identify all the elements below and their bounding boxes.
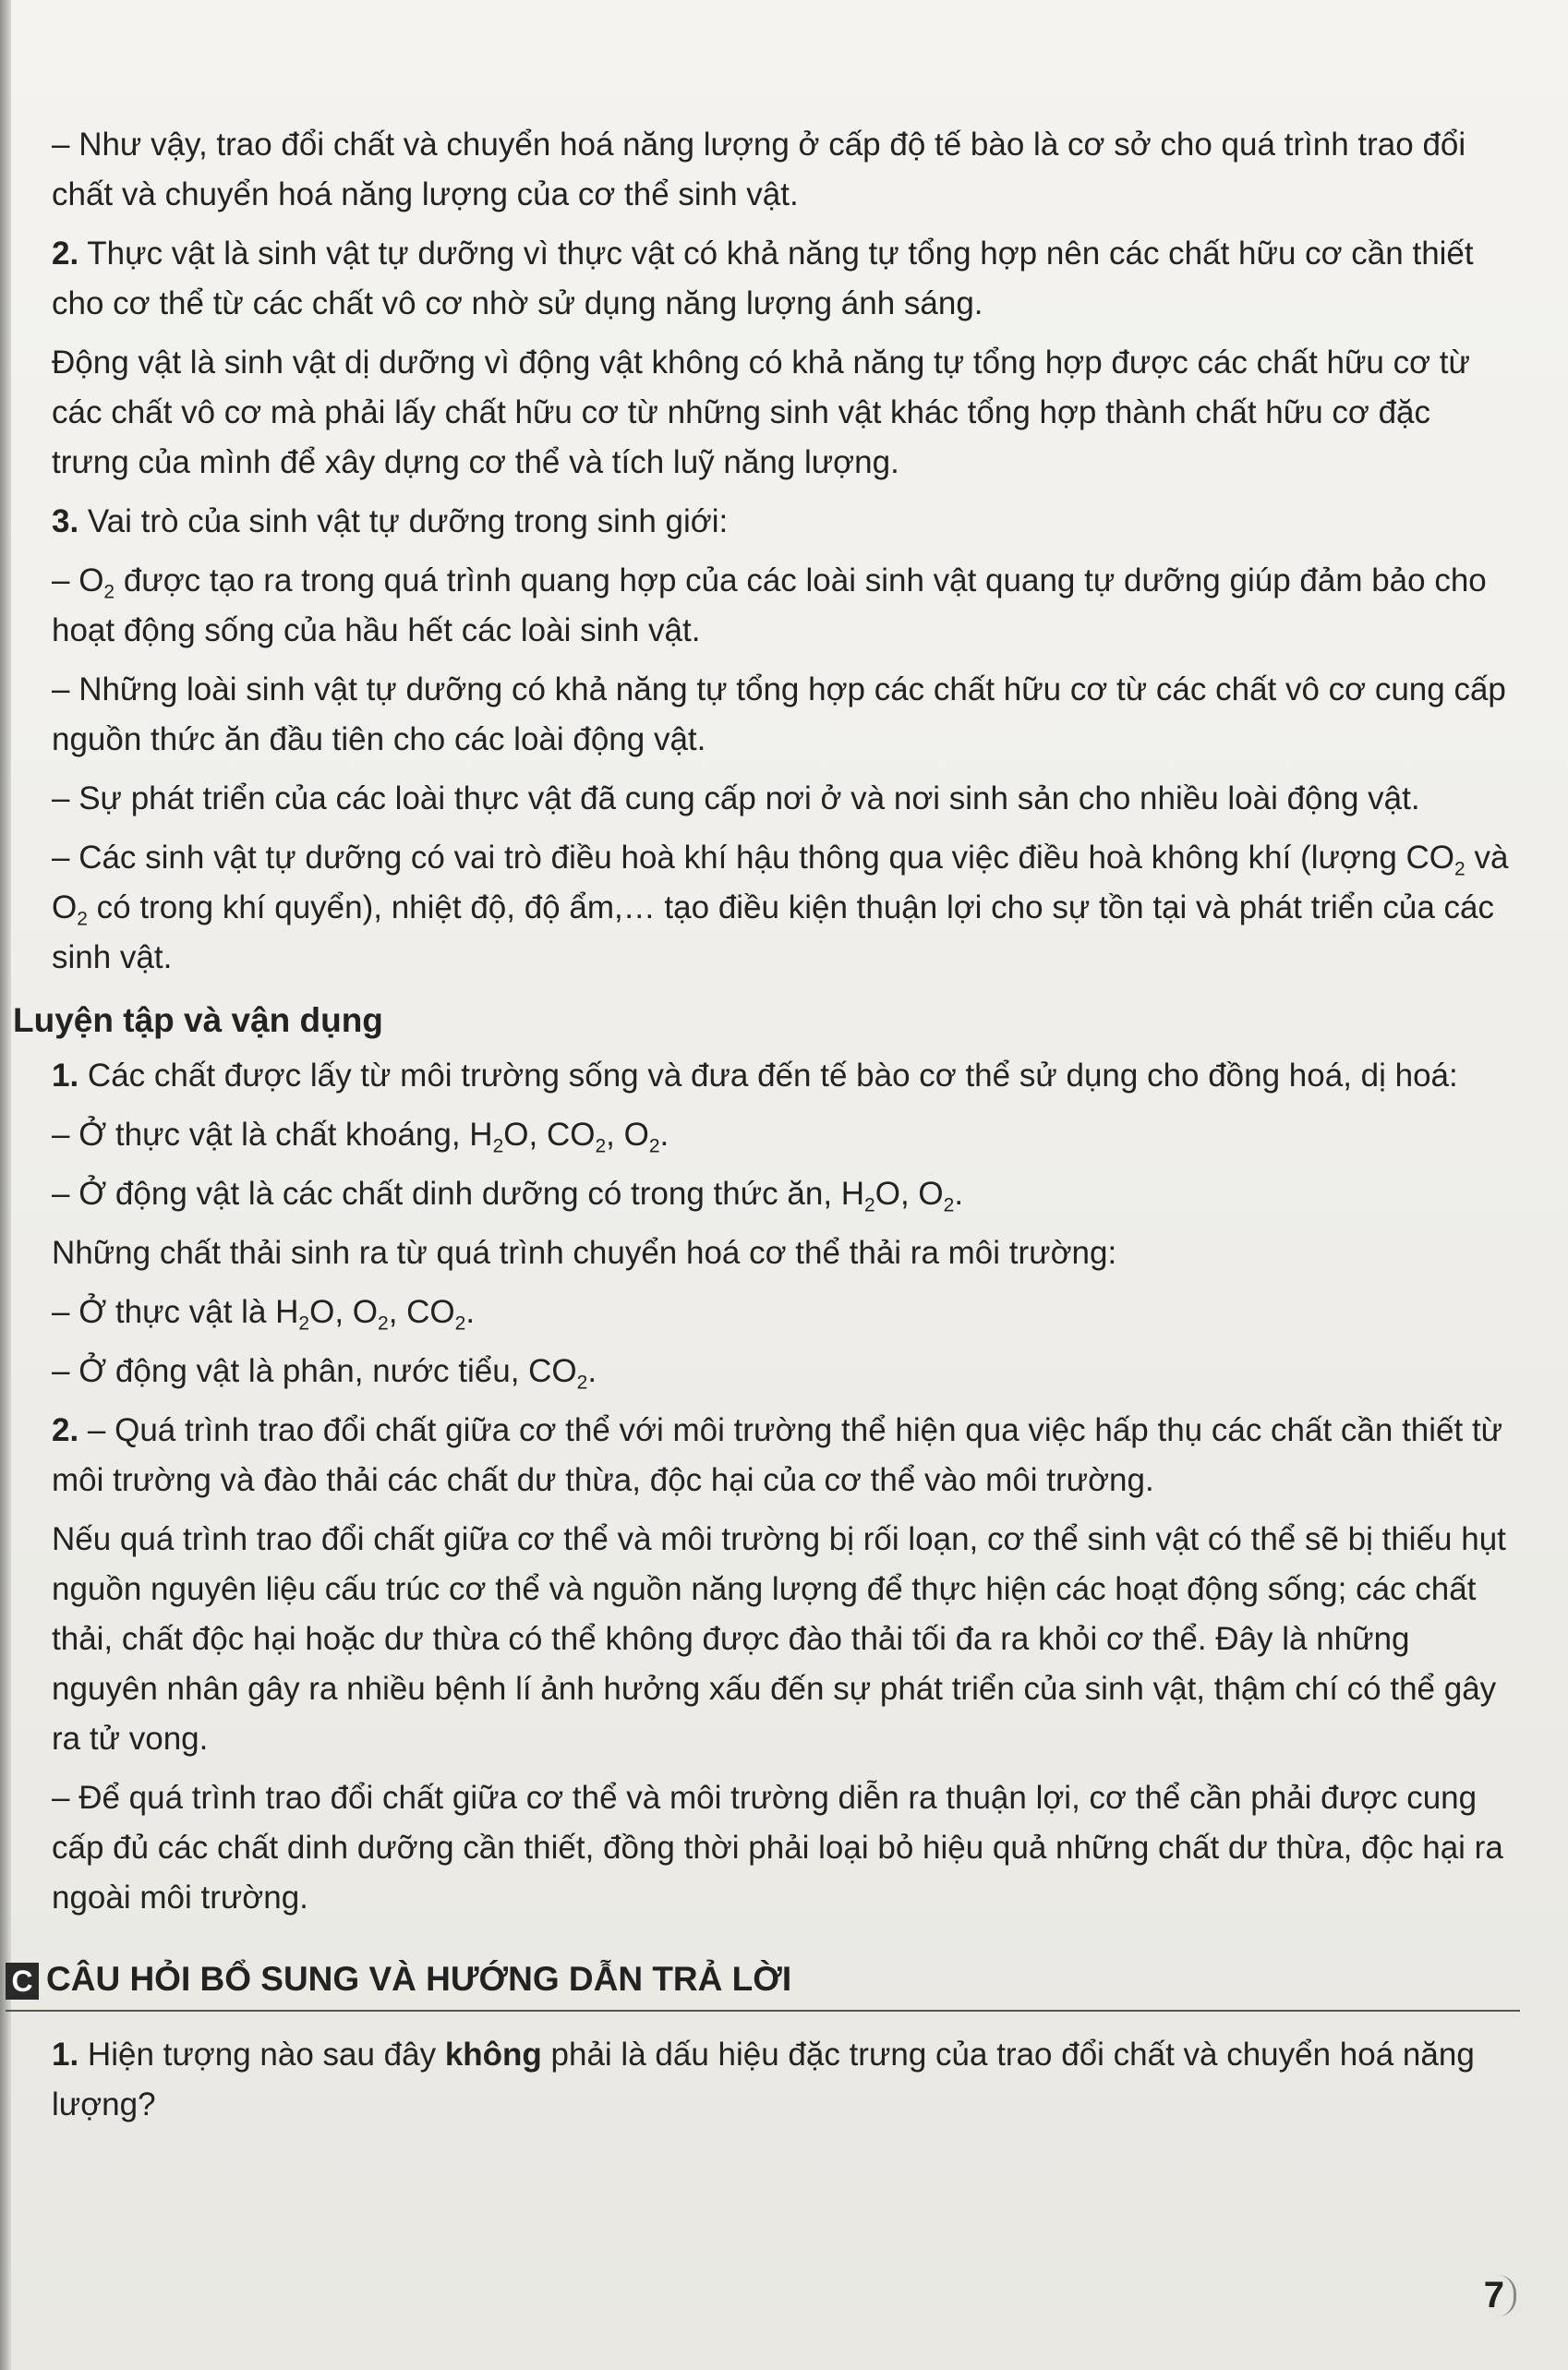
item-number: 2. — [52, 1412, 79, 1448]
practice-q1-animal — [52, 1169, 1511, 1219]
subscript: 2 — [378, 1312, 389, 1335]
section-badge: C — [6, 1963, 39, 2000]
subscript: 2 — [595, 1135, 607, 1157]
subscript: 2 — [576, 1372, 588, 1394]
section-title-practice: Luyện tập và vận dụng — [13, 1001, 383, 1039]
text-segment: – Các sinh vật tự dưỡng có vai trò điều hoà khí hậu thông qua việc điều hoà không khí (lượng CO — [52, 840, 1455, 876]
practice-q2-favorable: – Để quá trình trao đổi chất giữa cơ thể và môi trường diễn ra thuận lợi, cơ thể cần phải được cung cấp đủ các chất dinh dưỡng cần thiết, đồng thời phải loại bỏ hiệu quả những chất dư thừa, độc hại ra ngoài môi trường. — [52, 1780, 1503, 1916]
text-segment: O, CO — [503, 1117, 596, 1153]
paragraph-autotroph — [52, 229, 1511, 329]
page-content — [11, 120, 1511, 2139]
text-segment: có trong khí quyển), nhiệt độ, độ ẩm,… tạo điều kiện thuận lợi cho sự tồn tại và phát triển của các sinh vật. — [52, 889, 1495, 975]
text-segment: – Ở thực vật là H — [52, 1294, 299, 1330]
paragraph-text: Vai trò của sinh vật tự dưỡng trong sinh giới: — [78, 503, 729, 539]
subscript: 2 — [864, 1194, 875, 1216]
text-segment: – Ở thực vật là chất khoáng, H — [52, 1117, 493, 1153]
text-segment: – O — [52, 562, 104, 599]
subscript: 2 — [492, 1135, 504, 1157]
text-segment: và O — [52, 840, 1509, 925]
practice-q1-waste-animal — [52, 1347, 1511, 1397]
item-number: 1. — [52, 1058, 79, 1094]
text-segment: . — [954, 1176, 964, 1212]
paragraph-conclusion: – Như vậy, trao đổi chất và chuyển hoá năng lượng ở cấp độ tế bào là cơ sở cho quá trình trao đổi chất và chuyển hoá năng lượng của cơ thể sinh vật. — [52, 127, 1466, 212]
subscript: 2 — [1454, 858, 1465, 880]
subscript: 2 — [943, 1194, 955, 1216]
subscript: 2 — [648, 1135, 660, 1157]
paragraph-heterotroph: Động vật là sinh vật dị dưỡng vì động vật không có khả năng tự tổng hợp được các chất hữu cơ từ các chất vô cơ mà phải lấy chất hữu cơ từ những sinh vật khác tổng hợp thành chất hữu cơ đặc trưng của mình để xây dựng cơ thể và tích luỹ năng lượng. — [52, 345, 1470, 480]
text-segment: được tạo ra trong quá trình quang hợp của các loài sinh vật quang tự dưỡng giúp đảm bảo cho hoạt động sống của hầu hết các loài sinh vật. — [52, 562, 1487, 648]
practice-q1 — [52, 1051, 1511, 1101]
text-segment: . — [587, 1353, 597, 1389]
emphasis-text: không — [444, 2037, 542, 2073]
text-segment: , O — [606, 1117, 649, 1153]
subscript: 2 — [298, 1312, 310, 1335]
text-segment: . — [659, 1117, 669, 1153]
page-number: 7 — [1484, 2275, 1516, 2316]
item-number: 3. — [52, 503, 79, 539]
text-segment: – Ở động vật là các chất dinh dưỡng có trong thức ăn, H — [52, 1176, 865, 1212]
paragraph-oxygen — [52, 556, 1511, 656]
text-segment: . — [465, 1294, 476, 1330]
text-segment: O, O — [309, 1294, 379, 1330]
paragraph-text: Thực vật là sinh vật tự dưỡng vì thực vật có khả năng tự tổng hợp nên các chất hữu cơ cần thiết cho cơ thể từ các chất vô cơ nhờ sử dụng năng lượng ánh sáng. — [52, 236, 1474, 321]
paragraph-role-heading — [52, 497, 1511, 547]
supplementary-q1 — [52, 2030, 1511, 2130]
text-segment: Hiện tượng nào sau đây — [78, 2037, 445, 2073]
item-number: 1. — [52, 2037, 79, 2073]
text-segment: phải là dấu hiệu đặc trưng của trao đổi chất và chuyển hoá năng lượng? — [52, 2037, 1475, 2122]
practice-q1-waste-plant — [52, 1288, 1511, 1337]
practice-q2-disorder: Nếu quá trình trao đổi chất giữa cơ thể và môi trường bị rối loạn, cơ thể sinh vật có thể sẽ bị thiếu hụt nguồn nguyên liệu cấu trúc cơ thể và nguồn năng lượng để thực hiện các hoạt động sống; các chất thải, chất độc hại hoặc dư thừa có thể không được đào thải tối đa ra khỏi cơ thể. Đây là những nguyên nhân gây ra nhiều bệnh lí ảnh hưởng xấu đến sự phát triển của sinh vật, thậm chí có thể gây ra tử vong. — [52, 1521, 1506, 1757]
paragraph-food-source: – Những loài sinh vật tự dưỡng có khả năng tự tổng hợp các chất hữu cơ từ các chất vô cơ cung cấp nguồn thức ăn đầu tiên cho các loài động vật. — [52, 671, 1506, 757]
paragraph-text: Các chất được lấy từ môi trường sống và đưa đến tế bào cơ thể sử dụng cho đồng hoá, dị hoá: — [78, 1058, 1458, 1094]
section-c-heading — [6, 1954, 1520, 2012]
practice-q2 — [52, 1406, 1511, 1505]
text-segment: – Ở động vật là phân, nước tiểu, CO — [52, 1353, 577, 1389]
text-segment: O, O — [874, 1176, 944, 1212]
practice-q1-plant — [52, 1110, 1511, 1160]
paragraph-text: – Quá trình trao đổi chất giữa cơ thể với môi trường thể hiện qua việc hấp thụ các chất cần thiết từ môi trường và đào thải các chất dư thừa, độc hại của cơ thể vào môi trường. — [52, 1412, 1503, 1498]
practice-q1-waste: Những chất thải sinh ra từ quá trình chuyển hoá cơ thể thải ra môi trường: — [52, 1235, 1117, 1271]
subscript: 2 — [103, 581, 115, 603]
subscript: 2 — [77, 908, 88, 930]
item-number: 2. — [52, 236, 79, 272]
paragraph-climate — [52, 833, 1511, 983]
paragraph-habitat: – Sự phát triển của các loài thực vật đã cung cấp nơi ở và nơi sinh sản cho nhiều loài động vật. — [52, 780, 1420, 816]
page-binding-edge — [0, 0, 11, 2370]
subscript: 2 — [454, 1312, 466, 1335]
section-c-title: CÂU HỎI BỔ SUNG VÀ HƯỚNG DẪN TRẢ LỜI — [46, 1960, 792, 1998]
text-segment: , CO — [388, 1294, 455, 1330]
